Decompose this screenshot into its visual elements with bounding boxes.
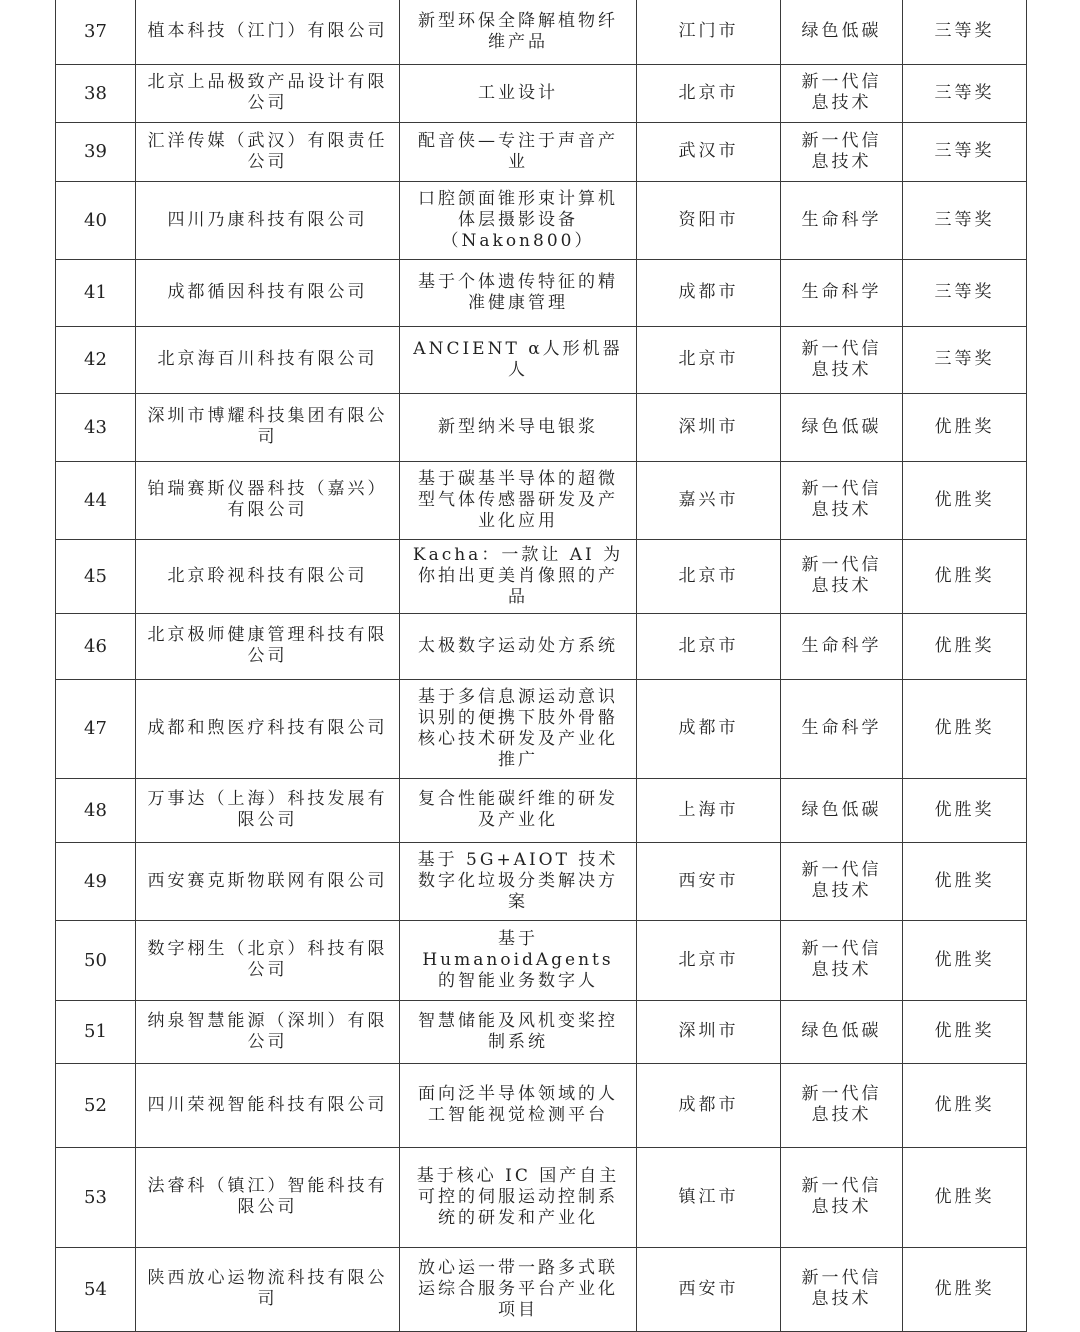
row-number: 48 bbox=[56, 778, 136, 842]
table-row bbox=[56, 778, 1027, 842]
industry: 新一代信息技术 bbox=[781, 1247, 903, 1331]
project-name: 智慧储能及风机变桨控制系统 bbox=[400, 1000, 637, 1063]
city: 西安市 bbox=[637, 1247, 781, 1331]
table-row bbox=[56, 393, 1027, 461]
city: 嘉兴市 bbox=[637, 461, 781, 539]
award-list-table bbox=[55, 0, 1027, 1332]
city: 北京市 bbox=[637, 920, 781, 1000]
award-level: 优胜奖 bbox=[903, 613, 1027, 679]
company-name: 成都和煦医疗科技有限公司 bbox=[136, 679, 400, 778]
city: 深圳市 bbox=[637, 393, 781, 461]
award-level: 三等奖 bbox=[903, 0, 1027, 64]
industry: 新一代信息技术 bbox=[781, 1147, 903, 1247]
project-name: 基于 5G+AIOT 技术数字化垃圾分类解决方案 bbox=[400, 842, 637, 920]
city: 资阳市 bbox=[637, 181, 781, 259]
project-name: 口腔颌面锥形束计算机体层摄影设备（Nakon800） bbox=[400, 181, 637, 259]
project-name: Kacha：一款让 AI 为你拍出更美肖像照的产品 bbox=[400, 539, 637, 613]
table-body bbox=[56, 0, 1027, 1331]
industry: 生命科学 bbox=[781, 259, 903, 326]
row-number: 45 bbox=[56, 539, 136, 613]
city: 成都市 bbox=[637, 259, 781, 326]
row-number: 50 bbox=[56, 920, 136, 1000]
award-level: 优胜奖 bbox=[903, 393, 1027, 461]
city: 镇江市 bbox=[637, 1147, 781, 1247]
project-name: 基于个体遗传特征的精准健康管理 bbox=[400, 259, 637, 326]
row-number: 51 bbox=[56, 1000, 136, 1063]
industry: 新一代信息技术 bbox=[781, 64, 903, 122]
award-level: 优胜奖 bbox=[903, 778, 1027, 842]
award-level: 优胜奖 bbox=[903, 920, 1027, 1000]
city: 北京市 bbox=[637, 539, 781, 613]
table-row bbox=[56, 259, 1027, 326]
company-name: 万事达（上海）科技发展有限公司 bbox=[136, 778, 400, 842]
company-name: 数字栩生（北京）科技有限公司 bbox=[136, 920, 400, 1000]
industry: 绿色低碳 bbox=[781, 0, 903, 64]
table-row bbox=[56, 679, 1027, 778]
industry: 绿色低碳 bbox=[781, 1000, 903, 1063]
row-number: 37 bbox=[56, 0, 136, 64]
company-name: 四川荣视智能科技有限公司 bbox=[136, 1063, 400, 1147]
row-number: 49 bbox=[56, 842, 136, 920]
industry: 生命科学 bbox=[781, 679, 903, 778]
city: 成都市 bbox=[637, 1063, 781, 1147]
table-row bbox=[56, 64, 1027, 122]
row-number: 40 bbox=[56, 181, 136, 259]
city: 北京市 bbox=[637, 613, 781, 679]
company-name: 成都循因科技有限公司 bbox=[136, 259, 400, 326]
row-number: 41 bbox=[56, 259, 136, 326]
table-row bbox=[56, 1247, 1027, 1331]
city: 江门市 bbox=[637, 0, 781, 64]
table-row bbox=[56, 842, 1027, 920]
award-level: 三等奖 bbox=[903, 259, 1027, 326]
award-level: 三等奖 bbox=[903, 181, 1027, 259]
industry: 新一代信息技术 bbox=[781, 842, 903, 920]
row-number: 53 bbox=[56, 1147, 136, 1247]
industry: 新一代信息技术 bbox=[781, 539, 903, 613]
award-level: 三等奖 bbox=[903, 122, 1027, 181]
row-number: 43 bbox=[56, 393, 136, 461]
industry: 生命科学 bbox=[781, 613, 903, 679]
table-row bbox=[56, 0, 1027, 64]
table-row bbox=[56, 1000, 1027, 1063]
table-row bbox=[56, 461, 1027, 539]
table-row bbox=[56, 181, 1027, 259]
row-number: 54 bbox=[56, 1247, 136, 1331]
company-name: 汇洋传媒（武汉）有限责任公司 bbox=[136, 122, 400, 181]
row-number: 52 bbox=[56, 1063, 136, 1147]
city: 成都市 bbox=[637, 679, 781, 778]
company-name: 四川乃康科技有限公司 bbox=[136, 181, 400, 259]
industry: 新一代信息技术 bbox=[781, 461, 903, 539]
company-name: 法睿科（镇江）智能科技有限公司 bbox=[136, 1147, 400, 1247]
award-level: 优胜奖 bbox=[903, 1063, 1027, 1147]
table-row bbox=[56, 920, 1027, 1000]
company-name: 陕西放心运物流科技有限公司 bbox=[136, 1247, 400, 1331]
table-row bbox=[56, 613, 1027, 679]
project-name: 新型纳米导电银浆 bbox=[400, 393, 637, 461]
row-number: 46 bbox=[56, 613, 136, 679]
award-level: 优胜奖 bbox=[903, 539, 1027, 613]
city: 西安市 bbox=[637, 842, 781, 920]
city: 深圳市 bbox=[637, 1000, 781, 1063]
award-level: 三等奖 bbox=[903, 64, 1027, 122]
project-name: 新型环保全降解植物纤维产品 bbox=[400, 0, 637, 64]
industry: 新一代信息技术 bbox=[781, 326, 903, 393]
city: 北京市 bbox=[637, 64, 781, 122]
company-name: 纳泉智慧能源（深圳）有限公司 bbox=[136, 1000, 400, 1063]
row-number: 39 bbox=[56, 122, 136, 181]
project-name: 基于碳基半导体的超微型气体传感器研发及产业化应用 bbox=[400, 461, 637, 539]
table-row bbox=[56, 326, 1027, 393]
project-name: 基于核心 IC 国产自主可控的伺服运动控制系统的研发和产业化 bbox=[400, 1147, 637, 1247]
city: 上海市 bbox=[637, 778, 781, 842]
row-number: 47 bbox=[56, 679, 136, 778]
project-name: 工业设计 bbox=[400, 64, 637, 122]
award-level: 三等奖 bbox=[903, 326, 1027, 393]
project-name: 基于 HumanoidAgents 的智能业务数字人 bbox=[400, 920, 637, 1000]
award-level: 优胜奖 bbox=[903, 1247, 1027, 1331]
row-number: 44 bbox=[56, 461, 136, 539]
table-row bbox=[56, 1147, 1027, 1247]
company-name: 北京极师健康管理科技有限公司 bbox=[136, 613, 400, 679]
city: 武汉市 bbox=[637, 122, 781, 181]
row-number: 38 bbox=[56, 64, 136, 122]
city: 北京市 bbox=[637, 326, 781, 393]
project-name: 配音侠—专注于声音产业 bbox=[400, 122, 637, 181]
industry: 绿色低碳 bbox=[781, 393, 903, 461]
industry: 绿色低碳 bbox=[781, 778, 903, 842]
project-name: 放心运一带一路多式联运综合服务平台产业化项目 bbox=[400, 1247, 637, 1331]
project-name: 太极数字运动处方系统 bbox=[400, 613, 637, 679]
award-level: 优胜奖 bbox=[903, 1147, 1027, 1247]
table-row bbox=[56, 539, 1027, 613]
company-name: 西安赛克斯物联网有限公司 bbox=[136, 842, 400, 920]
project-name: 基于多信息源运动意识识别的便携下肢外骨骼核心技术研发及产业化推广 bbox=[400, 679, 637, 778]
industry: 新一代信息技术 bbox=[781, 1063, 903, 1147]
industry: 新一代信息技术 bbox=[781, 920, 903, 1000]
company-name: 深圳市博耀科技集团有限公司 bbox=[136, 393, 400, 461]
project-name: 面向泛半导体领域的人工智能视觉检测平台 bbox=[400, 1063, 637, 1147]
award-level: 优胜奖 bbox=[903, 1000, 1027, 1063]
award-level: 优胜奖 bbox=[903, 842, 1027, 920]
company-name: 植本科技（江门）有限公司 bbox=[136, 0, 400, 64]
award-level: 优胜奖 bbox=[903, 461, 1027, 539]
row-number: 42 bbox=[56, 326, 136, 393]
industry: 新一代信息技术 bbox=[781, 122, 903, 181]
company-name: 北京聆视科技有限公司 bbox=[136, 539, 400, 613]
award-level: 优胜奖 bbox=[903, 679, 1027, 778]
table-row bbox=[56, 122, 1027, 181]
company-name: 北京上品极致产品设计有限公司 bbox=[136, 64, 400, 122]
company-name: 北京海百川科技有限公司 bbox=[136, 326, 400, 393]
company-name: 铂瑞赛斯仪器科技（嘉兴）有限公司 bbox=[136, 461, 400, 539]
industry: 生命科学 bbox=[781, 181, 903, 259]
project-name: ANCIENT α人形机器人 bbox=[400, 326, 637, 393]
table-row bbox=[56, 1063, 1027, 1147]
project-name: 复合性能碳纤维的研发及产业化 bbox=[400, 778, 637, 842]
